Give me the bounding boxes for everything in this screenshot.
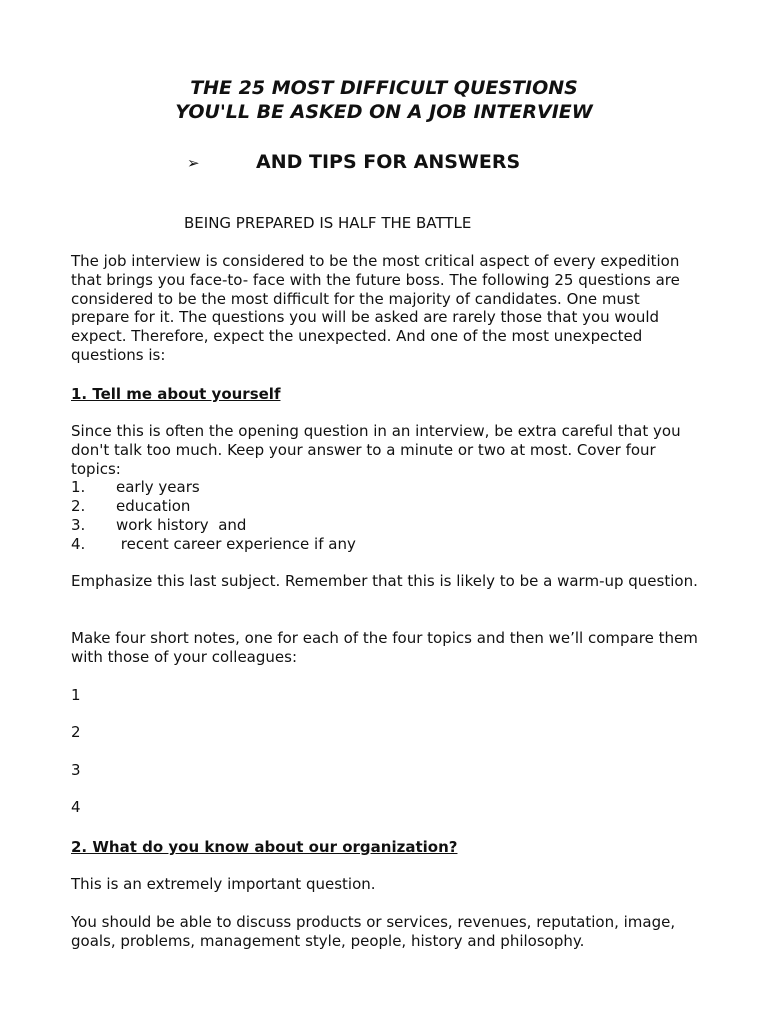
note-number: 3: [71, 761, 81, 779]
topic-number: 1.: [71, 478, 86, 496]
question-1-paragraph-2: Emphasize this last subject. Remember that this is likely to be a warm-up question.: [71, 572, 698, 590]
question-2-heading: 2. What do you know about our organization?: [71, 838, 458, 856]
topic-text: work history and: [116, 516, 247, 534]
topic-text: education: [116, 497, 191, 515]
question-2-paragraph-1: This is an extremely important question.: [71, 875, 376, 893]
topic-number: 2.: [71, 497, 86, 515]
question-2-paragraph-2: You should be able to discuss products or services, revenues, reputation, image, goals, problems, management style, people, history and philosophy.: [71, 913, 676, 950]
title-line-1: THE 25 MOST DIFFICULT QUESTIONS: [190, 77, 578, 99]
topic-text: early years: [116, 478, 200, 496]
topic-number: 3.: [71, 516, 86, 534]
topic-list-item: [71, 516, 246, 535]
topic-list-item: [71, 497, 190, 516]
question-1-paragraph-3: Make four short notes, one for each of the four topics and then we’ll compare them with those of your colleagues:: [71, 629, 698, 666]
topic-number: 4.: [71, 535, 86, 553]
note-number: 2: [71, 723, 81, 741]
note-number: 1: [71, 686, 81, 704]
topic-list-item: [71, 478, 200, 497]
topic-text: recent career experience if any: [116, 535, 356, 553]
intro-paragraph: The job interview is considered to be the most critical aspect of every expedition that brings you face-to- face with the future boss. The following 25 questions are considered to be the most difficult for the majority of candidates. One must prepare for it. The questions you will be asked are rarely those that you would expect. Therefore, expect the unexpected. And one of the most unexpected questions is:: [71, 252, 680, 364]
title-line-2: YOU'LL BE ASKED ON A JOB INTERVIEW: [175, 101, 593, 123]
subtitle: AND TIPS FOR ANSWERS: [256, 151, 521, 173]
question-1-paragraph-1: Since this is often the opening question in an interview, be extra careful that you don't talk too much. Keep your answer to a minute or two at most. Cover four topics:: [71, 422, 681, 478]
tagline: BEING PREPARED IS HALF THE BATTLE: [184, 214, 472, 232]
topic-list-item: [71, 535, 356, 554]
note-number: 4: [71, 798, 81, 816]
arrow-bullet-icon: ➢: [187, 154, 200, 172]
question-1-heading: 1. Tell me about yourself: [71, 385, 281, 403]
